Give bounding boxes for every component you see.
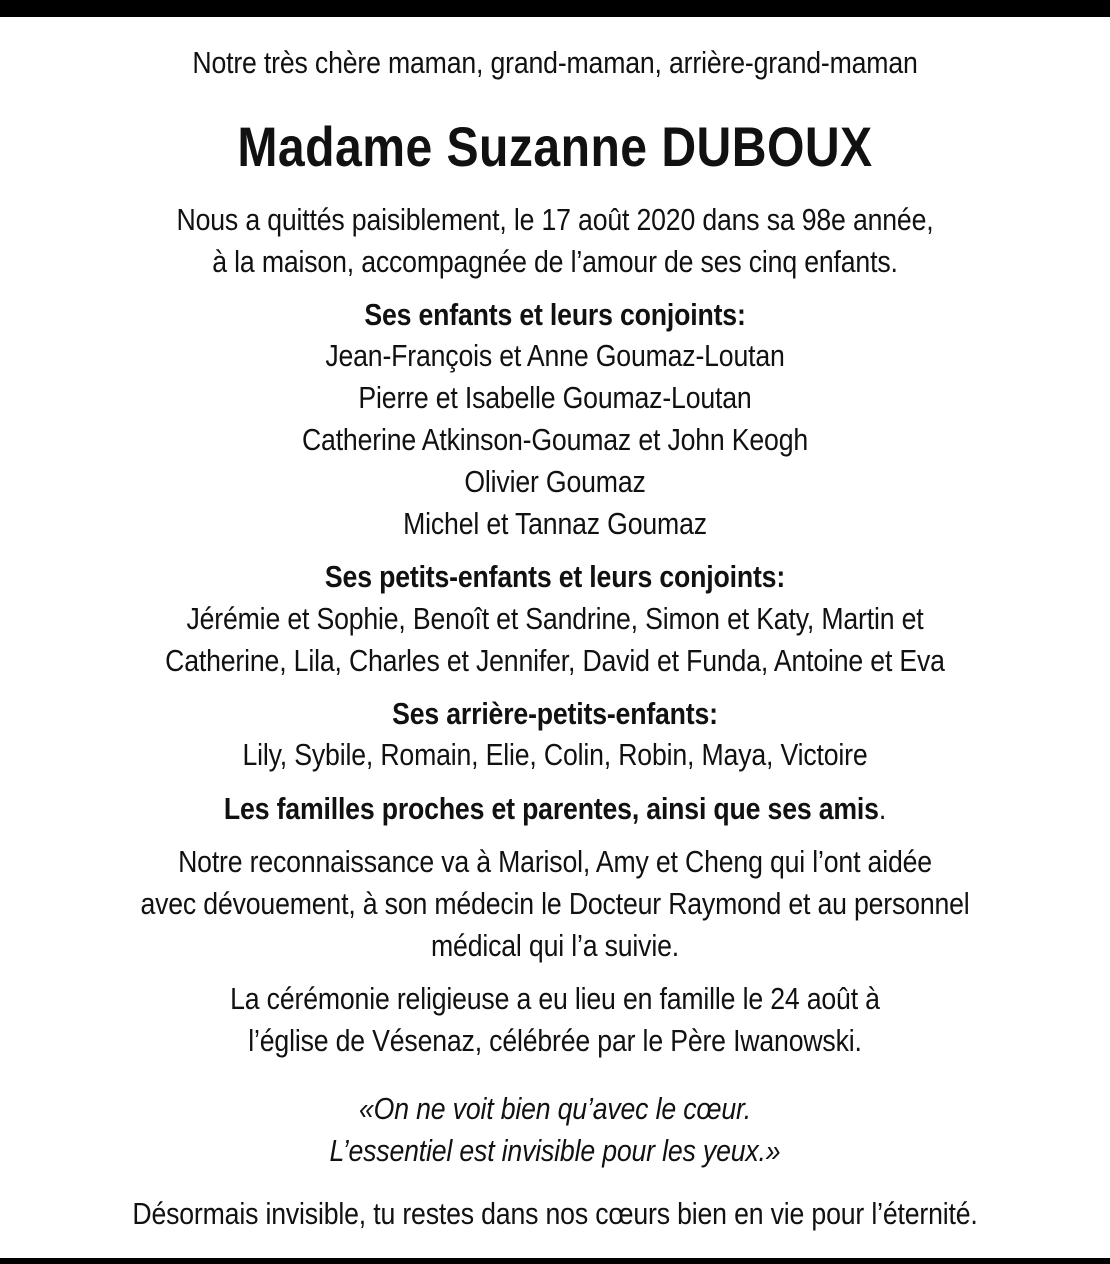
grandchildren-line-2: Catherine, Lila, Charles et Jennifer, David et Funda, Antoine et Eva [165, 643, 945, 678]
intro-line: Notre très chère maman, grand-maman, arrière-grand-maman [192, 45, 918, 80]
child-item: Pierre et Isabelle Goumaz-Loutan [358, 380, 752, 415]
top-border [0, 0, 1110, 17]
child-item: Olivier Goumaz [464, 464, 646, 499]
great-grandchildren-line: Lily, Sybile, Romain, Elie, Colin, Robin, Maya, Victoire [242, 737, 868, 772]
quote-line-2: L’essentiel est invisible pour les yeux.» [329, 1133, 781, 1168]
deceased-name: Madame Suzanne DUBOUX [237, 115, 873, 178]
families-text: Les familles proches et parentes, ainsi que ses amis [223, 791, 879, 826]
bottom-border [0, 1258, 1110, 1264]
families-period: . [878, 791, 887, 826]
ceremony-line-1: La cérémonie religieuse a eu lieu en famille le 24 août à [230, 981, 880, 1016]
thanks-line-2: avec dévouement, à son médecin le Docteur Raymond et au personnel [140, 886, 970, 921]
thanks-line-1: Notre reconnaissance va à Marisol, Amy et Cheng qui l’ont aidée [178, 844, 932, 879]
families-line [78, 790, 1033, 828]
passing-line-2: à la maison, accompagnée de l’amour de ses cinq enfants. [212, 244, 898, 279]
children-heading: Ses enfants et leurs conjoints: [364, 297, 746, 332]
child-item: Michel et Tannaz Goumaz [403, 506, 707, 541]
thanks-line-3: médical qui l’a suivie. [431, 928, 679, 963]
child-item: Catherine Atkinson-Goumaz et John Keogh [301, 422, 809, 457]
quote-line-1: «On ne voit bien qu’avec le cœur. [359, 1091, 751, 1126]
ceremony-line-2: l’église de Vésenaz, célébrée par le Père Iwanowski. [248, 1023, 862, 1058]
child-item: Jean-François et Anne Goumaz-Loutan [325, 338, 785, 373]
grandchildren-heading: Ses petits-enfants et leurs conjoints: [324, 559, 786, 594]
grandchildren-line-1: Jérémie et Sophie, Benoît et Sandrine, Simon et Katy, Martin et [186, 601, 924, 636]
great-grandchildren-heading: Ses arrière-petits-enfants: [392, 696, 718, 731]
closing-line: Désormais invisible, tu restes dans nos cœurs bien en vie pour l’éternité. [132, 1196, 978, 1231]
passing-line-1: Nous a quittés paisiblement, le 17 août 2020 dans sa 98e année, [176, 202, 934, 237]
